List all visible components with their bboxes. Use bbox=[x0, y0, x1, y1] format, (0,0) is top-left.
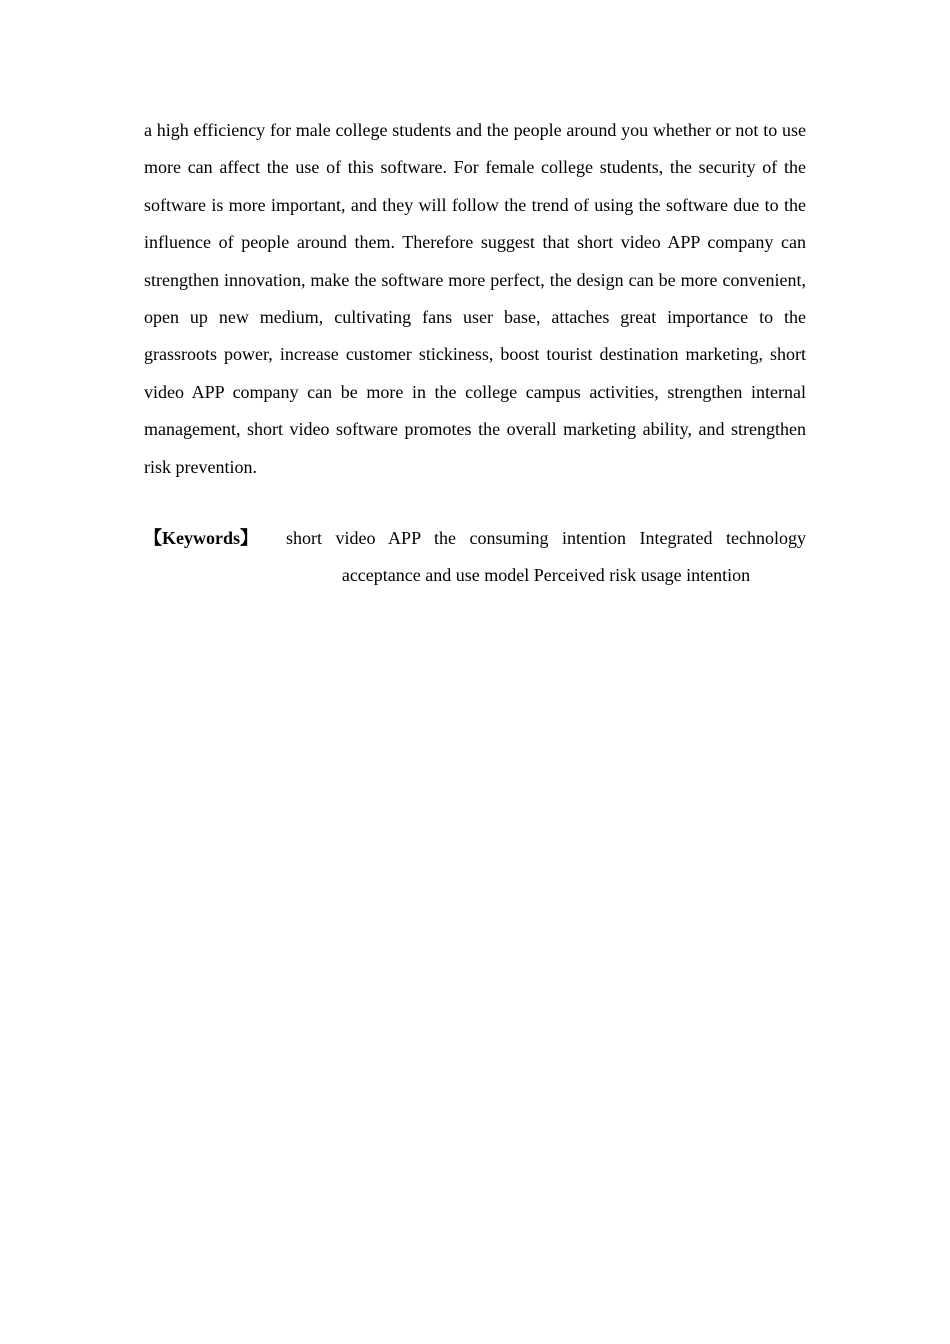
keywords-text: short video APP the consuming intention Integrated technology acceptance and use model Perceived risk usage intention bbox=[286, 528, 806, 586]
abstract-paragraph: a high efficiency for male college students and the people around you whether or not to use more can affect the use of this software. For female college students, the security of the software is more important, and they will follow the trend of using the software due to the influence of people around them. Therefore suggest that short video APP company can strengthen innovation, make the software more perfect, the design can be more convenient, open up new medium, cultivating fans user base, attaches great importance to the grassroots power, increase customer stickiness, boost tourist destination marketing, short video APP company can be more in the college campus activities, strengthen internal management, short video software promotes the overall marketing ability, and strengthen risk prevention. bbox=[144, 120, 806, 477]
keywords-label: 【Keywords】 bbox=[144, 528, 258, 548]
